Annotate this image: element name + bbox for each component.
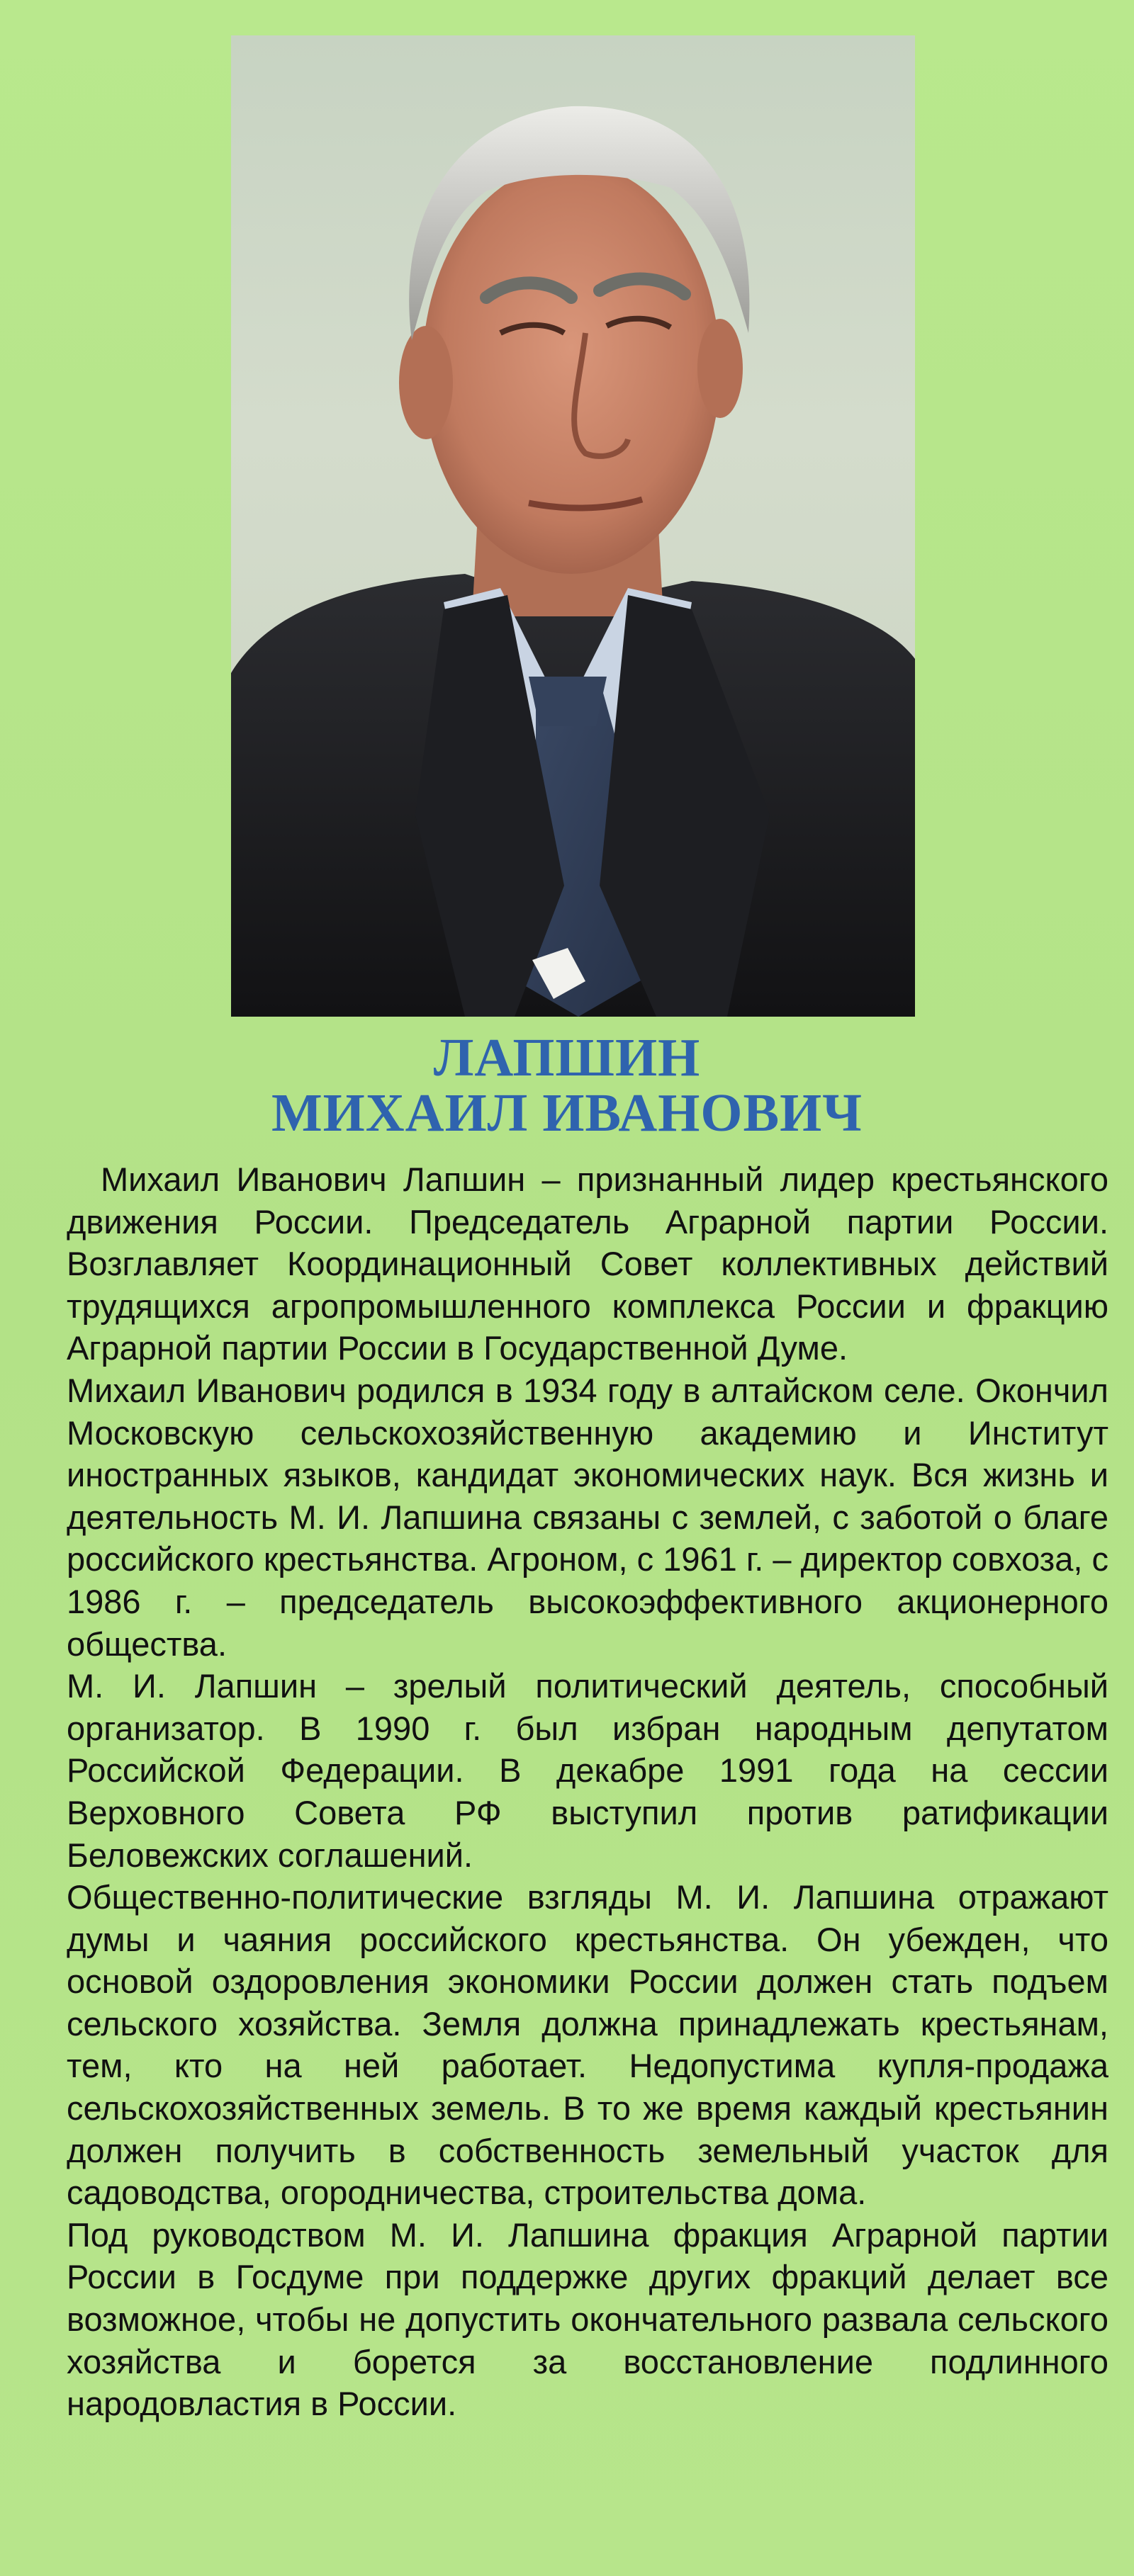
portrait-illustration [231, 35, 915, 1017]
biography-text [67, 1158, 1108, 2425]
face-shape [422, 163, 720, 574]
surname-heading: ЛАПШИН [433, 1028, 701, 1088]
bio-paragraph: Под руководством М. И. Лапшина фракция Аграрной партии России в Госдуме при поддержке других фракций делает все возможное, чтобы не допустить окончательного развала сельского хозяйства и борется за восстановление подлинного народовластия в России. [67, 2215, 1108, 2423]
bio-paragraph: Общественно-политические взгляды М. И. Лапшина отражают думы и чаяния российского крестьянства. Он убежден, что основой оздоровления экономики России должен стать подъем сельского хозяйства. Земля должна принадлежать крестьянам, тем, кто на ней работает. Недопустима купля-продажа сельскохозяйственных земель. В то же время каждый крестьянин должен получить в собственность земельный участок для садоводства, огородничества, строительства дома. [67, 1878, 1108, 2212]
tie-knot-shape [529, 677, 607, 726]
bio-paragraph: Михаил Иванович родился в 1934 году в алтайском селе. Окончил Московскую сельскохозяйственную академию и Институт иностранных языков, кандидат экономических наук. Вся жизнь и деятельность М. И. Лапшина связаны с землей, с заботой о благе российского крестьянства. Агроном, с 1961 г. – директор совхоза, с 1986 г. – председатель высокоэффективного акционерного общества. [67, 1371, 1108, 1663]
given-names-heading: МИХАИЛ ИВАНОВИЧ [271, 1083, 863, 1143]
portrait-photo [231, 35, 915, 1017]
bio-paragraph: М. И. Лапшин – зрелый политический деятель, способный организатор. В 1990 г. был избран народным депутатом Российской Федерации. В декабре 1991 года на сессии Верховного Совета РФ выступил против ратификации Беловежских соглашений. [67, 1667, 1108, 1874]
ear-right-shape [697, 319, 743, 418]
bio-paragraph: Михаил Иванович Лапшин – признанный лидер крестьянского движения России. Председатель Аграрной партии России. Возглавляет Координационный Совет коллективных действий трудящихся агропромышленного комплекса России и фракцию Аграрной партии России в Государственной Думе. [67, 1160, 1108, 1367]
ear-left-shape [399, 326, 453, 439]
